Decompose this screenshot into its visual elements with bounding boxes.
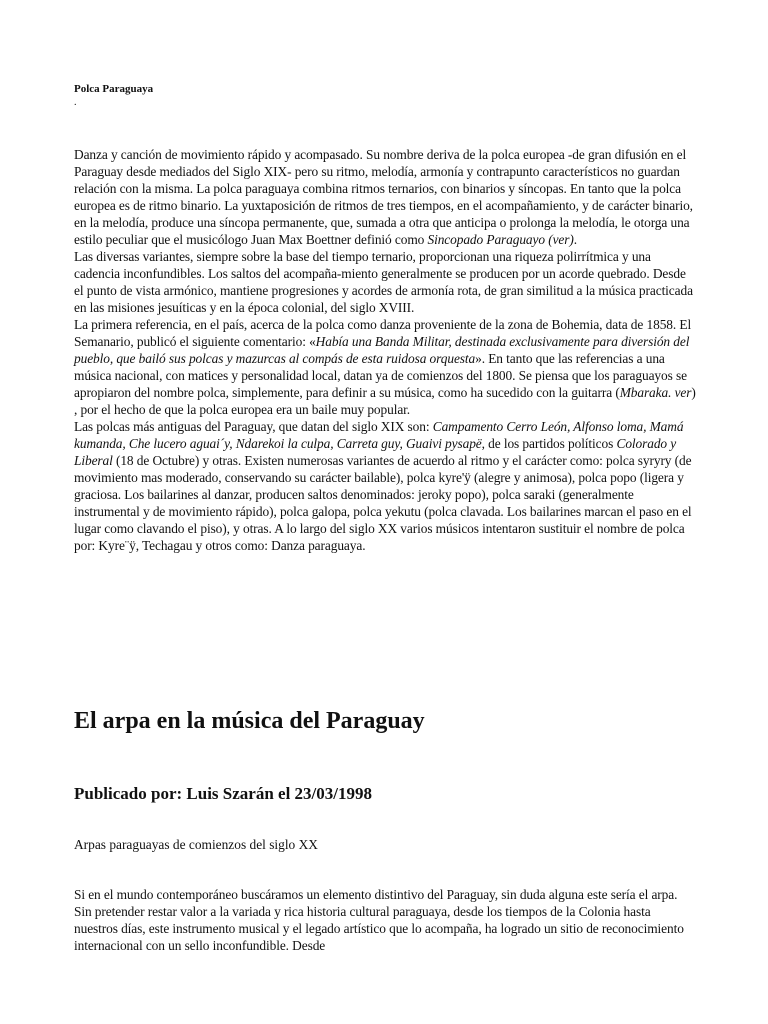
text-run: ». En tanto que las referencias a una música nacional, con matices y personalidad local, datan ya de comienzos del 1800. Se piensa que los paraguayos se apropiaron del nombre polca, simplemente, para definir a su música, como ha sucedido con la guitarra ( [74, 351, 687, 400]
polca-paragraph [74, 248, 696, 316]
text-run: La primera referencia, en el país, acerca de la polca como danza proveniente de la zona de Bohemia, data de 1858. El Semanario, publicó el siguiente comentario: « [74, 317, 692, 349]
text-run: Las polcas más antiguas del Paraguay, que datan del siglo XIX son: [74, 419, 433, 434]
text-run: Las diversas variantes, siempre sobre la base del tiempo ternario, proporcionan una riqueza polirrítmica y una cadencia inconfundibles. Los saltos del acompaña-miento generalmente se producen por un acorde quebrado. Desde el punto de vista armónico, mantiene progresiones y acordes de armonía rota, de gran similitud a la música practicada en las misiones jesuíticas y en la época colonial, del siglo XVIII. [74, 249, 693, 315]
italic-run: Colorado y Liberal [74, 436, 677, 468]
italic-run: Había una Banda Militar, destinada exclusivamente para diversión del pueblo, que bailó sus polcas y mazurcas al compás de esta ruidosa orquesta [74, 334, 690, 366]
italic-run: Campamento Cerro León, Alfonso loma, Mamá kumanda, Che lucero aguai´y, Ndarekoi la culpa, Carreta guy, Guaivi pysapë [74, 419, 684, 451]
text-run: Danza y canción de movimiento rápido y acompasado. Su nombre deriva de la polca europea -de gran difusión en el Paraguay desde mediados del Siglo XIX- pero su ritmo, melodía, armonía y contrapunto característicos no guardan relación con la misma. La polca paraguaya combina ritmos ternarios, con binarios y síncopas. En tanto que la polca europea es de ritmo binario. La yuxtaposición de ritmos de tres tiempos, en el acompañamiento, y de carácter binario, en la melodía, produce una síncopa permanente, que, sumada a otra que anticipa o prolonga la melodía, le otorga una estilo peculiar que el musicólogo Juan Max Boettner definió como [74, 147, 693, 247]
italic-run: Mbaraka. ver [619, 385, 692, 400]
text-run: (18 de Octubre) y otras. Existen numerosas variantes de acuerdo al ritmo y el carácter como: polca syryry (de movimiento mas moderado, conservando su carácter bailable), polca kyre'ÿ (alegre y animosa), polca popo (ligera y graciosa. Los bailarines al danzar, producen saltos denominados: jeroky popo), polca saraki (generalmente instrumental y de movimiento rápido), polca galopa, polca yekutu (polca clavada. Los bailarines marcan el paso en el lugar como clavando el piso), y otras. A lo largo del siglo XX varios músicos intentaron sustituir el nombre de polca por: Kyre¨ÿ, Techagau y otros como: Danza paraguaya. [74, 453, 692, 553]
byline: Publicado por: Luis Szarán el 23/03/1998 [74, 784, 372, 803]
italic-run: Sincopado Paraguayo (ver) [427, 232, 574, 247]
text-run: . [573, 232, 577, 247]
polca-paragraph [74, 146, 696, 248]
arpa-heading: El arpa en la música del Paraguay [74, 708, 425, 734]
arpa-intro-paragraph: Si en el mundo contemporáneo buscáramos un elemento distintivo del Paraguay, sin duda alguna este sería el arpa. Sin pretender restar valor a la variada y rica historia cultural paraguaya, desde los tiempos de la Colonia hasta nuestros días, este instrumento musical y el legado artístico que lo acompaña, ha logrado un sitio de reconocimiento internacional con un sello inconfundible. Desde [74, 887, 684, 953]
polca-body [74, 146, 696, 554]
image-caption: Arpas paraguayas de comienzos del siglo XX [74, 837, 318, 852]
polca-title: Polca Paraguaya [74, 83, 154, 95]
polca-paragraph [74, 316, 696, 418]
text-run: , de los partidos políticos [481, 436, 617, 451]
text-run: ) , por el hecho de que la polca europea era un baile muy popular. [74, 385, 696, 417]
polca-paragraph [74, 418, 696, 554]
separator-dot: . [74, 97, 77, 108]
